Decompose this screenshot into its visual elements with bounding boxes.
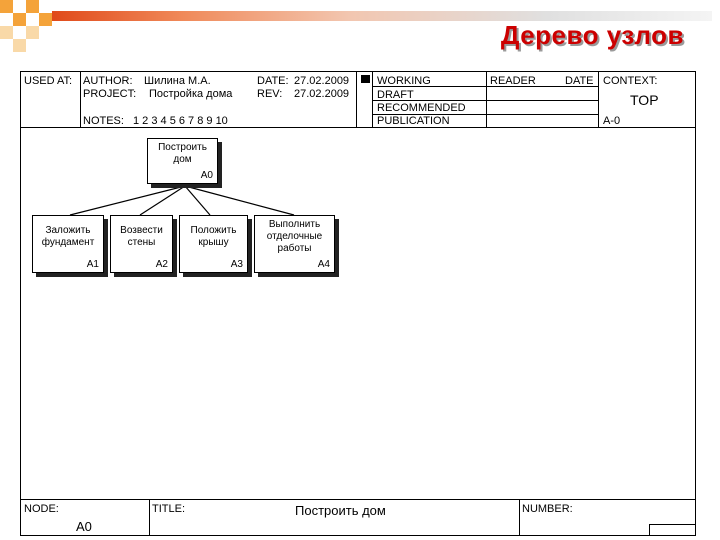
author-value: Шилина М.А. bbox=[144, 75, 211, 87]
node-a2-label: Возвести стены bbox=[120, 225, 163, 248]
node-value: A0 bbox=[76, 519, 92, 534]
node-a3-number: A3 bbox=[230, 259, 243, 270]
node-a3[interactable] bbox=[179, 215, 248, 273]
node-root[interactable] bbox=[147, 138, 218, 184]
project-label: PROJECT: bbox=[83, 88, 137, 100]
rev-label: REV: bbox=[257, 88, 283, 100]
connector-a4 bbox=[185, 186, 294, 215]
connector-a2 bbox=[140, 186, 185, 215]
node-label: NODE: bbox=[24, 503, 59, 515]
node-a2[interactable] bbox=[110, 215, 173, 273]
reader-date-label: DATE bbox=[565, 75, 594, 87]
status-recommended: RECOMMENDED bbox=[377, 102, 466, 114]
date-value: 27.02.2009 bbox=[294, 75, 350, 87]
rev-value: 27.02.2009 bbox=[294, 88, 350, 100]
node-a1-label: Заложить фундамент bbox=[41, 225, 95, 248]
number-label: NUMBER: bbox=[522, 503, 573, 515]
slide-title: Дерево узлов bbox=[500, 20, 684, 50]
connector-a1 bbox=[70, 186, 185, 215]
notes-value: 1 2 3 4 5 6 7 8 9 10 bbox=[133, 115, 228, 127]
context-label: CONTEXT: bbox=[603, 75, 658, 87]
node-a3-label: Положить крышу bbox=[190, 225, 237, 248]
connector-a3 bbox=[185, 186, 210, 215]
project-value: Постройка дома bbox=[149, 88, 233, 100]
context-value: TOP bbox=[630, 92, 659, 108]
reader-label: READER bbox=[490, 75, 536, 87]
node-a2-number: A2 bbox=[155, 259, 168, 270]
status-working: WORKING bbox=[377, 75, 431, 87]
node-a4-number: A4 bbox=[317, 259, 330, 270]
node-a4[interactable] bbox=[254, 215, 335, 273]
date-label: DATE: bbox=[257, 75, 289, 87]
status-publication: PUBLICATION bbox=[377, 115, 450, 127]
node-root-label: Построить дом bbox=[158, 142, 207, 165]
notes-label: NOTES: bbox=[83, 115, 124, 127]
title-label: TITLE: bbox=[152, 503, 186, 515]
node-a1[interactable] bbox=[32, 215, 104, 273]
used-at-label: USED AT: bbox=[24, 75, 73, 87]
author-label: AUTHOR: bbox=[83, 75, 133, 87]
node-root-number: A0 bbox=[200, 170, 213, 181]
context-node: A-0 bbox=[603, 115, 621, 127]
status-draft: DRAFT bbox=[377, 89, 414, 101]
node-a4-label: Выполнить отделочные работы bbox=[266, 219, 323, 254]
node-a1-number: A1 bbox=[86, 259, 99, 270]
title-value: Построить дом bbox=[295, 503, 386, 518]
